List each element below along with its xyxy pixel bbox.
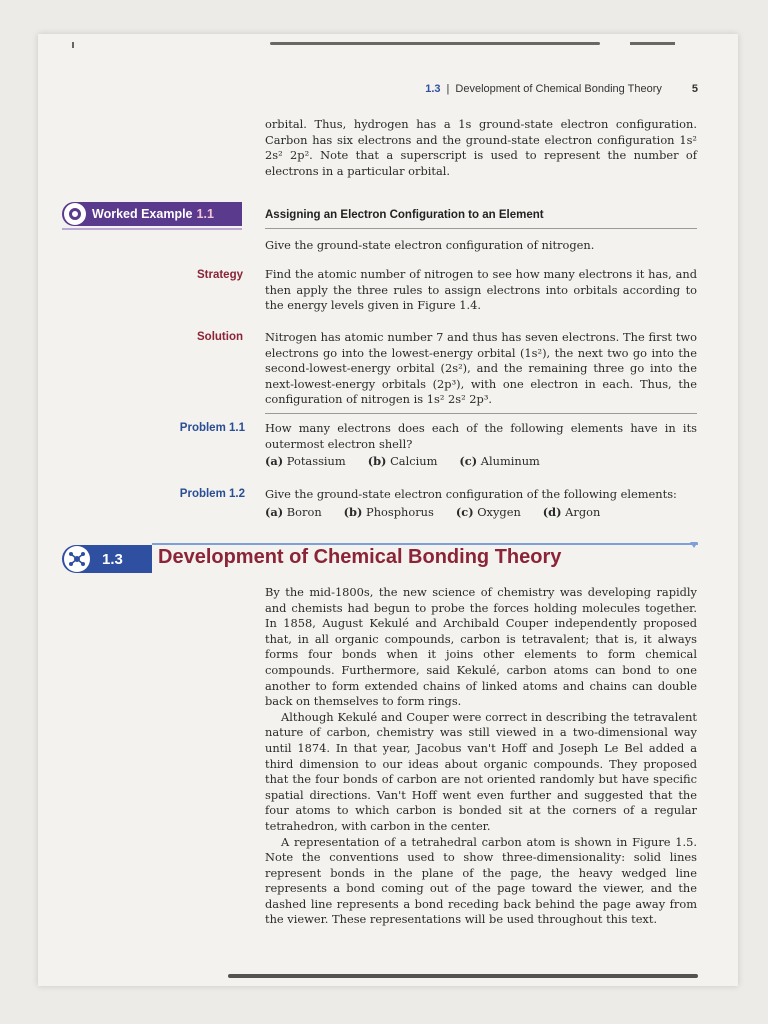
choice: (a) Potassium — [265, 454, 346, 469]
worked-example-number: 1.1 — [196, 207, 214, 221]
running-head — [415, 83, 698, 95]
choice: (c) Oxygen — [455, 504, 521, 519]
running-head-title: Development of Chemical Bonding Theory — [455, 83, 662, 95]
worked-example-badge — [62, 202, 242, 226]
section-body — [265, 585, 697, 928]
intro-paragraph: orbital. Thus, hydrogen has a 1s ground-state electron configuration. Carbon has six electrons and the ground-state electron configuration 1s² 2s² 2p². Note that a superscript is used to represent the number of electrons in a particular orbital. — [265, 117, 697, 178]
section-rule-marker — [690, 542, 698, 548]
section-badge — [62, 545, 152, 573]
worked-example-rule — [265, 228, 697, 229]
choice: (d) Argon — [542, 504, 601, 519]
worked-example-title: Assigning an Electron Configuration to an Element — [265, 209, 544, 221]
problem-1-2 — [265, 487, 697, 520]
solution-text: Nitrogen has atomic number 7 and thus has seven electrons. The first two electrons go into the lowest-energy orbital (1s²), the next two go into the second-lowest-energy orbital (2s²), and the remaining three go into the next-lowest-energy orbitals (2p³), with one electron in each. Thus, the configuration of nitrogen is 1s² 2s² 2p³. — [265, 330, 697, 407]
running-head-section-number: 1.3 — [425, 83, 441, 95]
running-head-separator: | — [446, 83, 450, 95]
problem-1-1 — [265, 421, 697, 470]
problem-1-1-text: How many electrons does each of the following elements have in its outermost electron shell? — [265, 421, 697, 451]
scan-edge-top — [270, 42, 600, 45]
problem-1-2-label: Problem 1.2 — [179, 488, 245, 500]
strategy-label: Strategy — [196, 269, 243, 281]
worked-example-prompt: Give the ground-state electron configuration of nitrogen. — [265, 238, 595, 252]
section-paragraph-1: By the mid-1800s, the new science of chemistry was developing rapidly and chemists had begun to probe the forces holding molecules together. In 1858, August Kekulé and Archibald Couper independently proposed that, in all organic compounds, carbon is tetravalent; that is, it always forms four bonds when it joins other elements to form chemical compounds. Furthermore, said Kekulé, carbon atoms can bond to one another to form extended chains of linked atoms and chains can double back on themselves to form rings. — [265, 585, 697, 709]
problem-rule — [265, 413, 697, 414]
strategy-text: Find the atomic number of nitrogen to see how many electrons it has, and then apply the three rules to assign electrons into orbitals according to the energy levels given in Figure 1.4. — [265, 267, 697, 313]
choice: (b) Calcium — [367, 454, 438, 469]
problem-1-1-choices — [265, 454, 697, 470]
section-title: Development of Chemical Bonding Theory — [158, 546, 562, 568]
problem-1-2-text: Give the ground-state electron configuration of the following elements: — [265, 487, 677, 501]
choice: (a) Boron — [265, 504, 322, 519]
section-paragraph-2: Although Kekulé and Couper were correct in describing the tetravalent nature of carbon, chemistry was still viewed in a two-dimensional way until 1874. In that year, Jacobus van't Hoff and Joseph Le Bel added a third dimension to our ideas about organic compounds. They proposed that the four bonds of carbon are not oriented randomly but have specific spatial directions. Van't Hoff went even further and suggested that the four atoms to which carbon is bonded sit at the corners of a regular tetrahedron, with carbon in the center. — [265, 709, 697, 833]
page-mark — [72, 42, 74, 48]
section-paragraph-3: A representation of a tetrahedral carbon atom is shown in Figure 1.5. Note the conventions used to show three-dimensionality: solid lines represent bonds in the plane of the page, the heavy wedged line represents a bond coming out of the page toward the viewer, and the dashed line represents a bond receding back behind the page away from the viewer. These representations will be used throughout this text. — [265, 834, 697, 927]
solution-label: Solution — [197, 331, 243, 343]
worked-example-label: Worked Example — [92, 207, 193, 221]
section-number: 1.3 — [102, 550, 123, 568]
worked-example-underline — [62, 228, 242, 230]
scan-edge-top-right — [630, 42, 675, 45]
section-rule — [152, 543, 698, 545]
problem-1-1-label: Problem 1.1 — [179, 422, 245, 434]
scan-edge-bottom — [228, 974, 698, 978]
page-number: 5 — [691, 83, 698, 95]
section-heading — [62, 543, 698, 575]
problem-1-2-choices — [265, 505, 697, 521]
molecule-icon — [64, 546, 90, 572]
choice: (b) Phosphorus — [343, 504, 434, 519]
target-icon — [64, 203, 86, 225]
choice: (c) Aluminum — [459, 454, 540, 469]
